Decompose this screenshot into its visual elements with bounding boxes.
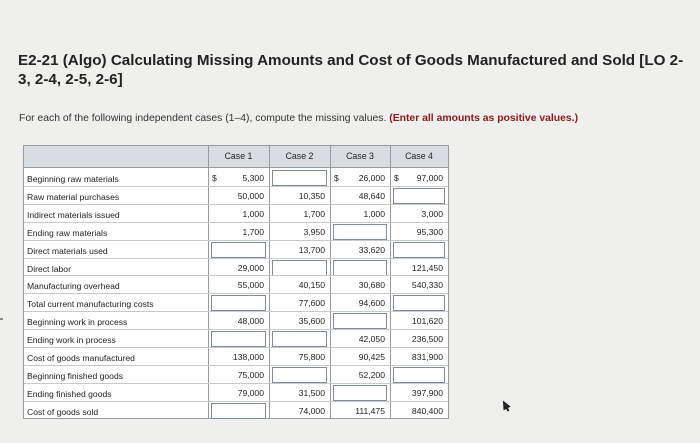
value-cell-case-4: 3,000 [421, 208, 443, 219]
value-cell-case-3: 26,000 [358, 173, 385, 183]
row-label: Indirect materials issued [27, 209, 120, 220]
value-cell-case-2: 77,600 [298, 298, 325, 309]
value-cell-case-2: 40,150 [298, 280, 325, 291]
value-cell-case-4: 121,450 [411, 262, 443, 273]
instructions-emphasis: (Enter all amounts as positive values.) [389, 113, 579, 124]
answer-input-case-1[interactable] [211, 242, 266, 258]
value-cell-case-4: 397,900 [411, 387, 443, 398]
column-header-case-4: Case 4 [405, 151, 433, 161]
row-label: Beginning finished goods [27, 370, 124, 381]
row-label: Cost of goods sold [27, 406, 99, 417]
value-cell-case-4: 95,300 [416, 226, 443, 237]
value-cell-case-3: 30,680 [358, 280, 385, 291]
answer-input-case-3[interactable] [333, 313, 387, 329]
dollar-sign: $ [212, 173, 217, 183]
answer-input-case-1[interactable] [211, 295, 266, 311]
value-cell-case-4: 101,620 [411, 316, 443, 327]
answer-input-case-2[interactable] [272, 170, 327, 186]
value-cell-case-3: 33,620 [358, 244, 385, 255]
row-label: Total current manufacturing costs [27, 299, 154, 310]
instructions-text: For each of the following independent cases (1–4), compute the missing values. [19, 113, 390, 124]
value-cell-case-2: 1,700 [303, 208, 325, 219]
row-label: Manufacturing overhead [27, 281, 120, 292]
column-header-case-3: Case 3 [346, 151, 374, 161]
instructions [19, 112, 689, 126]
value-cell-case-3: 42,050 [358, 334, 385, 345]
value-cell-case-4: 236,500 [411, 334, 443, 345]
value-cell-case-1: 1,000 [242, 208, 264, 219]
value-cell-case-3: 52,200 [358, 369, 385, 380]
row-label: Beginning raw materials [27, 174, 119, 184]
value-cell-case-3: 111,475 [355, 405, 385, 416]
value-cell-case-2: 31,500 [298, 387, 325, 398]
row-label: Cost of goods manufactured [27, 353, 135, 363]
value-cell-case-3: 1,000 [363, 208, 385, 219]
value-cell-case-1: 29,000 [237, 262, 264, 273]
row-label: Raw material purchases [27, 191, 120, 202]
value-cell-case-2: 75,800 [298, 352, 325, 362]
dollar-sign: $ [394, 173, 399, 183]
answer-input-case-4[interactable] [393, 188, 445, 204]
answer-input-case-3[interactable] [333, 224, 387, 240]
value-cell-case-2: 3,950 [303, 226, 325, 237]
value-cell-case-2: 10,350 [298, 190, 325, 201]
row-label: Direct materials used [27, 245, 108, 256]
answer-input-case-2[interactable] [272, 260, 327, 276]
column-header-case-2: Case 2 [285, 151, 314, 161]
value-cell-case-4: 540,330 [411, 280, 443, 291]
value-cell-case-4: 97,000 [416, 173, 443, 183]
answer-input-case-3[interactable] [333, 260, 387, 276]
value-cell-case-1: 1,700 [242, 226, 264, 237]
value-cell-case-1: 55,000 [237, 280, 264, 291]
row-label: Ending finished goods [27, 388, 112, 399]
value-cell-case-1: 79,000 [237, 387, 264, 398]
dollar-sign: $ [334, 173, 339, 183]
value-cell-case-3: 48,640 [358, 190, 385, 201]
value-cell-case-1: 5,300 [242, 173, 264, 183]
row-label: Ending work in process [27, 335, 116, 346]
value-cell-case-2: 35,600 [298, 316, 325, 327]
exercise-title: E2-21 (Algo) Calculating Missing Amounts and Cost of Goods Manufactured and Sold [LO 2-3, 2-4, 2-5, 2-6] [18, 52, 684, 88]
mouse-cursor-icon [499, 399, 510, 411]
value-cell-case-1: 75,000 [237, 369, 264, 380]
answer-input-case-3[interactable] [333, 385, 387, 401]
answer-input-case-4[interactable] [393, 367, 445, 383]
answer-input-case-1[interactable] [211, 331, 266, 347]
value-cell-case-1: 50,000 [237, 190, 264, 201]
value-cell-case-2: 74,000 [298, 405, 325, 416]
value-cell-case-1: 48,000 [237, 316, 264, 327]
value-cell-case-3: 94,600 [358, 298, 385, 309]
value-cell-case-4: 831,900 [411, 352, 443, 362]
answer-input-case-2[interactable] [272, 367, 327, 383]
edge-marker [0, 318, 3, 320]
answer-input-case-4[interactable] [393, 242, 445, 258]
value-cell-case-3: 90,425 [358, 352, 385, 362]
value-cell-case-2: 13,700 [298, 244, 325, 255]
row-label: Ending raw materials [27, 227, 108, 238]
worksheet-table [23, 145, 449, 419]
value-cell-case-4: 840,400 [411, 405, 443, 416]
answer-input-case-2[interactable] [272, 331, 327, 347]
value-cell-case-1: 138,000 [232, 352, 264, 362]
column-header-case-1: Case 1 [224, 151, 253, 161]
row-label: Beginning work in process [27, 317, 128, 328]
answer-input-case-4[interactable] [393, 295, 445, 311]
row-label: Direct labor [27, 263, 71, 274]
answer-input-case-1[interactable] [211, 403, 266, 419]
